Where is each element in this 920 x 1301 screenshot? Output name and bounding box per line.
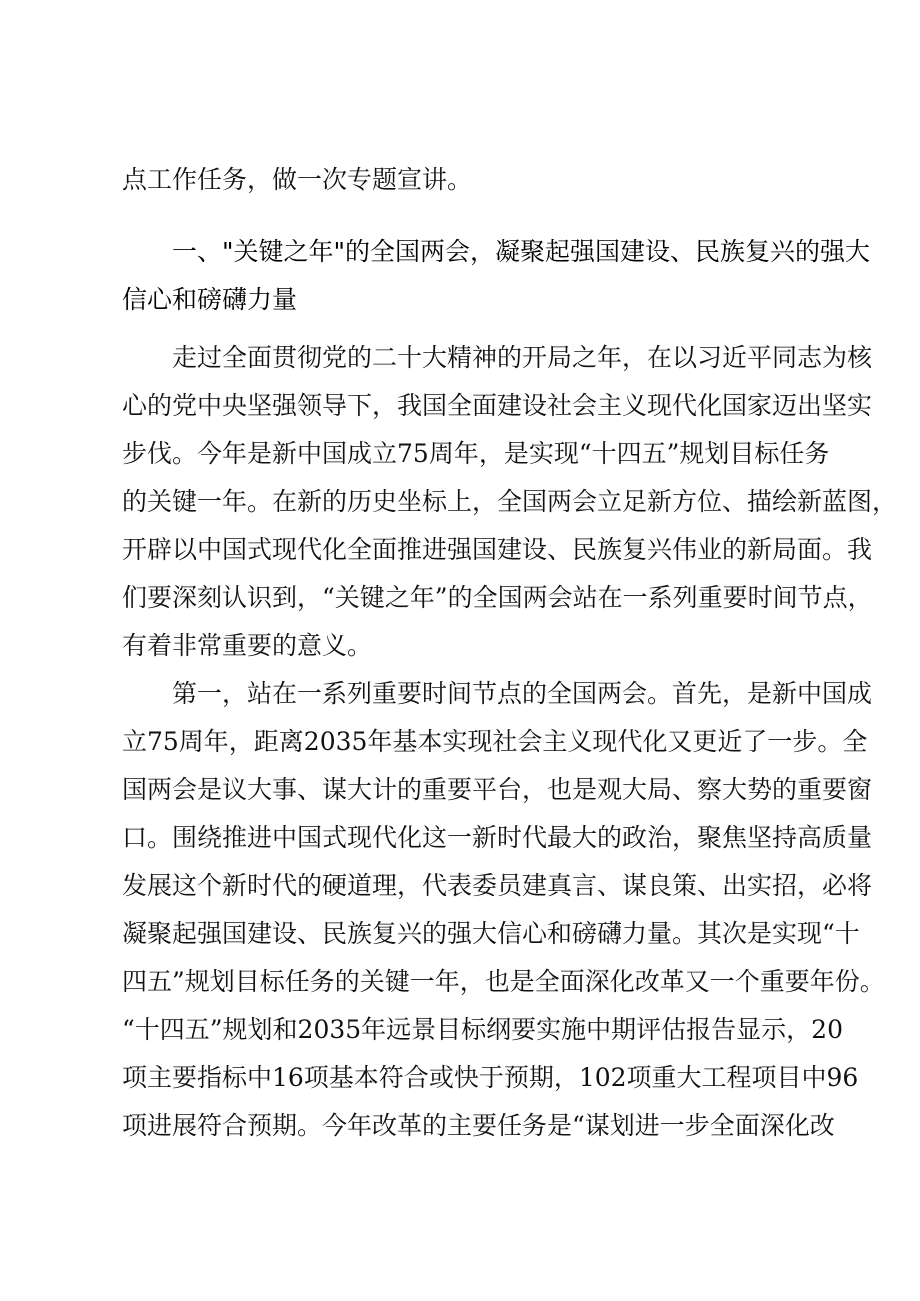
paragraph-line: 步伐。今年是新中国成立75周年，是实现“十四五”规划目标任务: [122, 439, 830, 468]
paragraph-line: 的关键一年。在新的历史坐标上，全国两会立足新方位、描绘新蓝图，: [122, 487, 898, 516]
paragraph-line: 口。围绕推进中国式现代化这一新时代最大的政治，聚焦坚持高质量: [122, 823, 873, 852]
paragraph-line: 项主要指标中16项基本符合或快于预期，102项重大工程项目中96: [122, 1063, 859, 1092]
paragraph-line: “十四五”规划和2035年远景目标纲要实施中期评估报告显示，20: [122, 1015, 843, 1044]
paragraph-line: 开辟以中国式现代化全面推进强国建设、民族复兴伟业的新局面。我: [122, 535, 873, 564]
paragraph-line: 心的党中央坚强领导下，我国全面建设社会主义现代化国家迈出坚实: [122, 391, 873, 420]
paragraph-line: 第一，站在一系列重要时间节点的全国两会。首先，是新中国成: [172, 679, 873, 708]
paragraph-line: 有着非常重要的意义。: [122, 631, 373, 660]
paragraph-line: 立75周年，距离2035年基本实现社会主义现代化又更近了一步。全: [122, 727, 868, 756]
section-heading-cont: 信心和磅礴力量: [122, 285, 298, 314]
paragraph-line: 发展这个新时代的硬道理，代表委员建真言、谋良策、出实招，必将: [122, 871, 873, 900]
text-line: 点工作任务，做一次专题宣讲。: [122, 165, 473, 194]
paragraph-line: 项进展符合预期。今年改革的主要任务是“谋划进一步全面深化改: [122, 1111, 835, 1140]
paragraph-line: 们要深刻认识到，“关键之年”的全国两会站在一系列重要时间节点，: [122, 583, 873, 612]
section-heading: 一、"关键之年"的全国两会，凝聚起强国建设、民族复兴的强大: [172, 237, 871, 266]
paragraph-line: 四五”规划目标任务的关键一年，也是全面深化改革又一个重要年份。: [122, 967, 885, 996]
paragraph-line: 走过全面贯彻党的二十大精神的开局之年，在以习近平同志为核: [172, 343, 873, 372]
paragraph-line: 国两会是议大事、谋大计的重要平台，也是观大局、察大势的重要窗: [122, 775, 873, 804]
paragraph-line: 凝聚起强国建设、民族复兴的强大信心和磅礴力量。其次是实现“十: [122, 919, 860, 948]
